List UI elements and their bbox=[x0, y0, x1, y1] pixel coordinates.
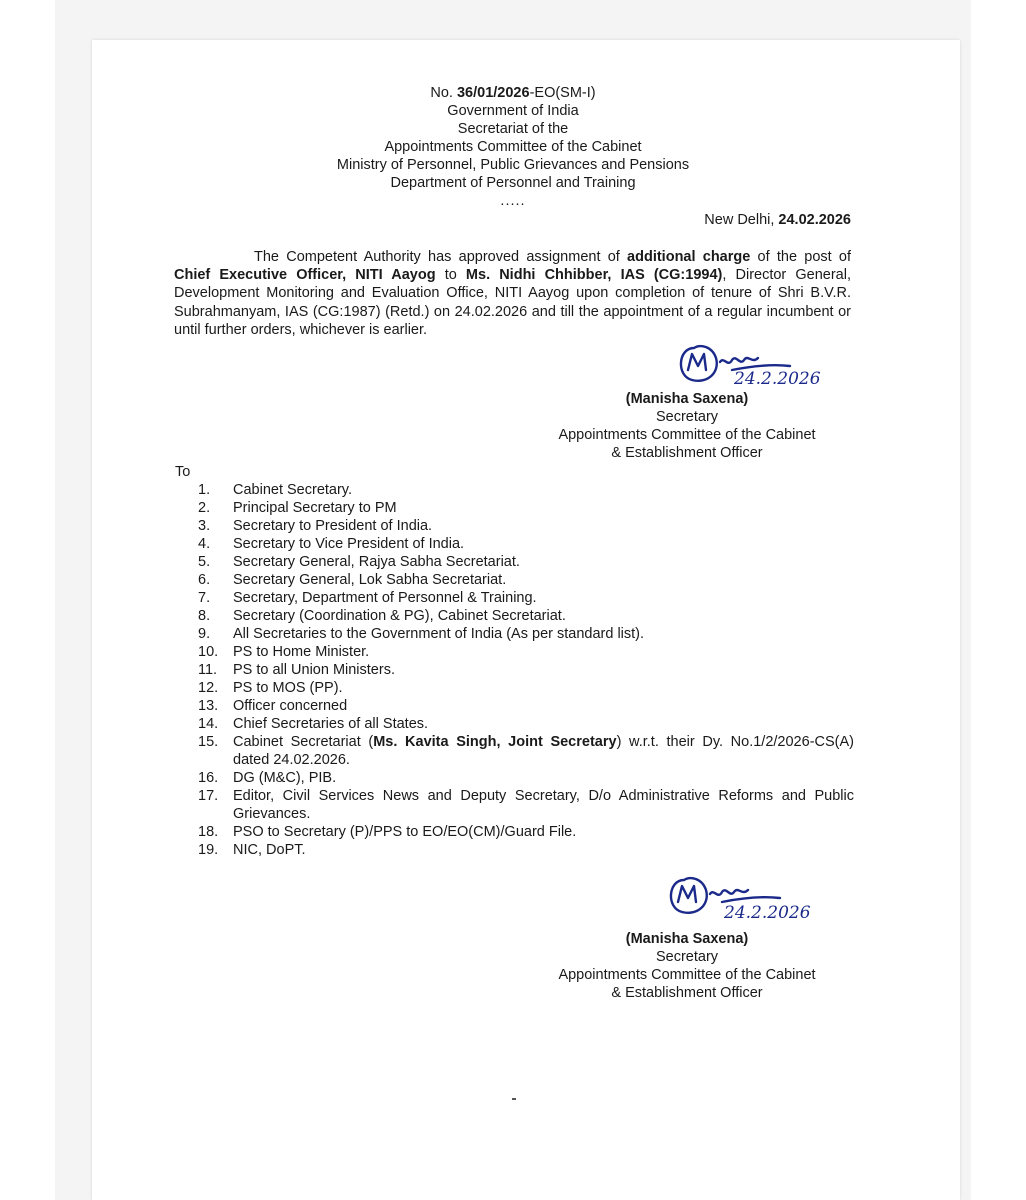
signatory-title: Secretary bbox=[655, 409, 719, 425]
list-item: 9. All Secretaries to the Government of India (As per standard list). bbox=[198, 626, 645, 642]
list-item: 2. Principal Secretary to PM bbox=[198, 500, 397, 516]
list-item: 4. Secretary to Vice President of India. bbox=[198, 536, 465, 552]
signatory-role: & Establishment Officer bbox=[611, 985, 763, 1001]
letter-date: New Delhi, 24.02.2026 bbox=[704, 212, 851, 228]
svg-text:24.2.2026: 24.2.2026 bbox=[724, 903, 811, 923]
handwritten-signature bbox=[672, 336, 872, 396]
list-item: 15. Cabinet Secretariat (Ms. Kavita Singh, Joint Secretary) w.r.t. their Dy. No.1/2/2026-CS(A) dated 24.02.2026. bbox=[198, 734, 854, 768]
list-item: 7. Secretary, Department of Personnel & Training. bbox=[198, 590, 537, 606]
signatory-committee: Appointments Committee of the Cabinet bbox=[558, 967, 816, 983]
list-item: 19. NIC, DoPT. bbox=[198, 842, 306, 858]
signature-block bbox=[542, 390, 832, 462]
order-number: No. 36/01/2026-EO(SM-I) bbox=[430, 85, 596, 101]
list-item: 11. PS to all Union Ministers. bbox=[198, 662, 395, 678]
handwritten-signature bbox=[662, 868, 862, 928]
recipient-list bbox=[198, 481, 854, 859]
order-paragraph: The Competent Authority has approved assignment of additional charge of the post of Chief Executive Officer, NITI Aayog to Ms. Nidhi Chhibber, IAS (CG:1994), Director General, Development Monitoring and Evaluation Office, NITI Aayog upon completion of tenure of Shri B.V.R. Subrahmanyam, IAS (CG:1987) (Retd.) on 24.02.2026 and till the appointment of a regular incumbent or until further orders, whichever is earlier. bbox=[174, 249, 852, 338]
list-item: 16. DG (M&C), PIB. bbox=[198, 770, 337, 786]
list-item: 8. Secretary (Coordination & PG), Cabinet Secretariat. bbox=[198, 608, 566, 624]
list-item: 3. Secretary to President of India. bbox=[198, 518, 433, 534]
list-item: 14. Chief Secretaries of all States. bbox=[198, 716, 429, 732]
signatory-title: Secretary bbox=[655, 949, 719, 965]
to-label: To bbox=[175, 464, 191, 480]
signatory-name: (Manisha Saxena) bbox=[625, 391, 749, 407]
page-mark bbox=[512, 1098, 516, 1100]
header-committee: Appointments Committee of the Cabinet bbox=[384, 139, 642, 155]
list-item: 5. Secretary General, Rajya Sabha Secretariat. bbox=[198, 554, 520, 570]
signatory-role: & Establishment Officer bbox=[611, 445, 763, 461]
list-item: 17. Editor, Civil Services News and Deputy Secretary, D/o Administrative Reforms and Public Grievances. bbox=[198, 788, 854, 822]
header-department: Department of Personnel and Training bbox=[390, 175, 636, 191]
header-dots: ..... bbox=[500, 193, 526, 209]
signature-block bbox=[542, 930, 832, 1002]
header-ministry: Ministry of Personnel, Public Grievances and Pensions bbox=[336, 157, 690, 173]
list-item: 18. PSO to Secretary (P)/PPS to EO/EO(CM)/Guard File. bbox=[198, 824, 577, 840]
list-item: 13. Officer concerned bbox=[198, 698, 348, 714]
signatory-name: (Manisha Saxena) bbox=[625, 931, 749, 947]
header-government: Government of India bbox=[447, 103, 579, 119]
letter-header bbox=[0, 84, 1026, 210]
list-item: 10. PS to Home Minister. bbox=[198, 644, 370, 660]
list-item: 12. PS to MOS (PP). bbox=[198, 680, 343, 696]
header-secretariat: Secretariat of the bbox=[457, 121, 569, 137]
svg-text:24.2.2026: 24.2.2026 bbox=[734, 369, 821, 389]
list-item: 1. Cabinet Secretary. bbox=[198, 482, 353, 498]
list-item: 6. Secretary General, Lok Sabha Secretariat. bbox=[198, 572, 507, 588]
signatory-committee: Appointments Committee of the Cabinet bbox=[558, 427, 816, 443]
